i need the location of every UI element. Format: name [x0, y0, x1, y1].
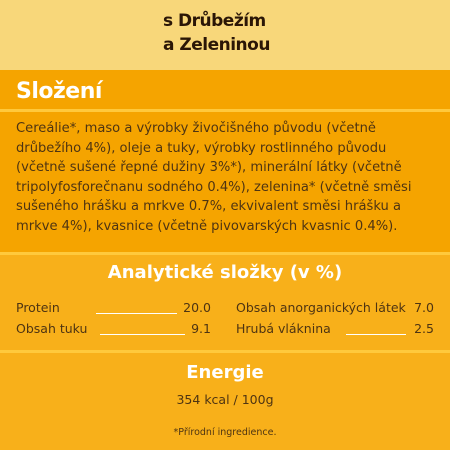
title-band: [0, 0, 450, 70]
analytic-value: 7.0: [414, 300, 434, 315]
analytic-row-protein: [16, 300, 211, 318]
analytic-label: Obsah anorganických látek: [236, 300, 406, 315]
analytic-value: 2.5: [414, 321, 434, 336]
energy-section: [0, 350, 450, 450]
divider: [0, 109, 450, 112]
divider: [0, 350, 450, 353]
analytical-constituents-section: [0, 252, 450, 350]
leader-line: [100, 334, 185, 335]
composition-text: Cereálie*, maso a výrobky živočišného původu (včetně drůbežího 4%), oleje a tuky, výrobky rostlinného původu (včetně sušené řepné dužiny 3%*), minerální látky (včetně tripolyfosforečnanu sodného 0.4%), zelenina* (včetně směsi sušeného hrášku a mrkve 0.7%, ekvivalent směsi hrášku a mrkve 4%), kvasnice (včetně pivovarských kvasnic 0.4%).: [16, 121, 412, 234]
divider: [0, 252, 450, 255]
leader-line: [346, 334, 406, 335]
product-title: [163, 9, 343, 57]
analytical-heading: Analytické složky (v %): [107, 262, 343, 283]
analytic-row-fat: [16, 321, 211, 339]
analytic-value: 9.1: [191, 321, 211, 336]
footnote: *Přírodní ingredience.: [173, 427, 277, 438]
analytic-label: Protein: [16, 300, 60, 315]
analytic-label: Obsah tuku: [16, 321, 88, 336]
energy-value: 354 kcal / 100g: [176, 392, 274, 407]
leader-line: [96, 313, 177, 314]
product-title-line2: a Zeleninou: [163, 35, 270, 55]
nutrition-panel: [0, 70, 450, 450]
analytic-row-ash: [236, 300, 434, 318]
analytic-row-fibre: [236, 321, 434, 339]
analytic-label: Hrubá vláknina: [236, 321, 331, 336]
composition-heading: Složení: [16, 79, 102, 104]
product-title-line1: s Drůbežím: [163, 11, 266, 31]
energy-heading: Energie: [186, 362, 264, 383]
analytic-value: 20.0: [183, 300, 211, 315]
